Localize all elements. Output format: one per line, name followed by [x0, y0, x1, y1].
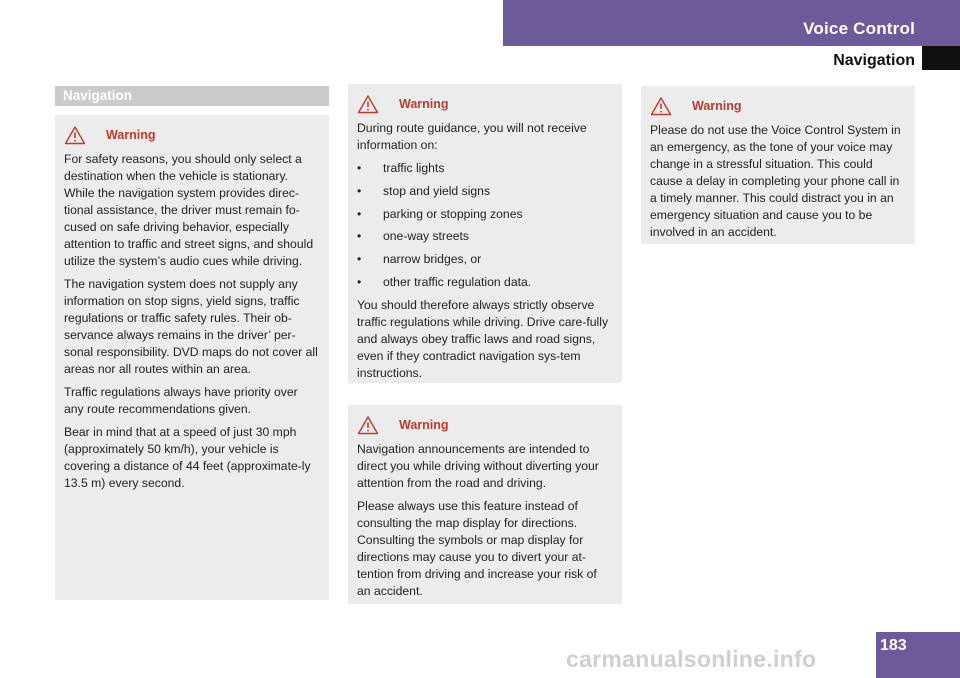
list-item: [357, 274, 613, 291]
chapter-title: Voice Control: [803, 19, 915, 38]
warning-box-1: [55, 115, 329, 600]
bullet-icon: •: [357, 252, 362, 267]
warning-header: [650, 95, 906, 117]
watermark: carmanualsonline.info: [566, 646, 817, 672]
warning-triangle-icon: [357, 94, 379, 114]
list-item-text: one-way streets: [383, 229, 470, 244]
paragraph: Bear in mind that at a speed of just 30 mph (approximately 50 km/h), your vehicle is covering a distance of 44 feet (approximate-ly 13.5 m) every second.: [64, 425, 311, 490]
section-header-label: Navigation: [63, 88, 133, 103]
warning-label: Warning: [399, 96, 449, 111]
paragraph: Traffic regulations always have priority over any route recommendations given.: [64, 385, 298, 416]
bullet-list: [357, 160, 613, 291]
warning-label: Warning: [399, 417, 449, 432]
list-item: [357, 228, 613, 245]
warning-box-2: [348, 84, 622, 383]
paragraph: During route guidance, you will not receive information on:: [357, 121, 587, 152]
list-item-text: traffic lights: [383, 161, 445, 175]
list-item-text: stop and yield signs: [383, 183, 491, 198]
paragraph: You should therefore always strictly observe traffic regulations while driving. Drive care-fully and always obey traffic laws and road signs, even if they contradict navigation sys-tem instructions.: [357, 297, 609, 380]
warning-triangle-icon: [650, 96, 672, 116]
bullet-icon: •: [357, 274, 362, 289]
warning-header: [357, 414, 613, 436]
list-item: [357, 160, 613, 177]
list-item-text: parking or stopping zones: [383, 206, 523, 221]
paragraph: For safety reasons, you should only select a destination when the vehicle is stationary. While the navigation system provides direc-tional assistance, the driver must remain fo-cused on safe driving behavior, especially attention to traffic and street signs, and should utilize the system’s audio cues while driving.: [64, 152, 314, 268]
section-header: [55, 86, 329, 106]
corner-block: [922, 46, 960, 70]
list-item: [357, 206, 613, 223]
bullet-icon: •: [357, 183, 362, 198]
warning-triangle-icon: [64, 125, 86, 145]
warning-box-3: [348, 405, 622, 604]
paragraph: Please always use this feature instead of consulting the map display for directions. Consulting the symbols or map display for directions may cause you to divert your at-tention from driving and increase your risk of an accident.: [357, 499, 597, 598]
warning-label: Warning: [692, 98, 742, 113]
warning-header: [64, 124, 320, 146]
bullet-icon: •: [357, 229, 362, 244]
list-item: [357, 251, 613, 268]
warning-header: [357, 93, 613, 115]
warning-triangle-icon: [357, 415, 379, 435]
bullet-icon: •: [357, 206, 362, 221]
paragraph: The navigation system does not supply any information on stop signs, yield signs, traffic regulations or traffic safety rules. Their ob-servance always remains in the driver’ per-sonal responsibility. DVD maps do not cover all areas nor all routes within an area.: [64, 277, 318, 376]
list-item: [357, 183, 613, 200]
section-title: Navigation: [833, 52, 915, 69]
warning-box-4: [641, 86, 915, 244]
list-item-text: other traffic regulation data.: [383, 274, 532, 289]
paragraph: Please do not use the Voice Control System in an emergency, as the tone of your voice may change in a stressful situation. This could cause a delay in completing your phone call in a timely manner. This could distract you in an emergency situation and cause you to be involved in an accident.: [650, 123, 901, 239]
page-number: 183: [880, 637, 907, 654]
paragraph: Navigation announcements are intended to direct you while driving without diverting your attention from the road and driving.: [357, 442, 599, 490]
list-item-text: narrow bridges, or: [383, 252, 482, 267]
warning-label: Warning: [106, 127, 156, 142]
bullet-icon: •: [357, 161, 362, 175]
